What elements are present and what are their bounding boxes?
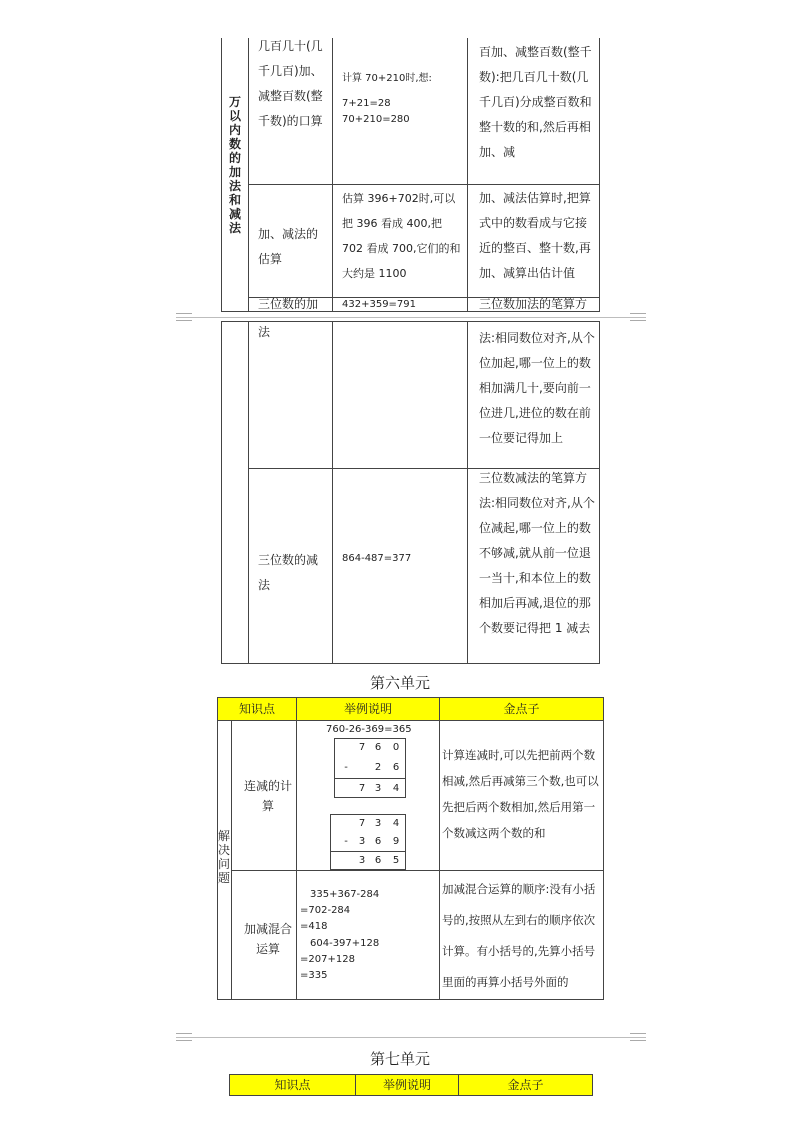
digit: 7 — [358, 742, 366, 753]
tip-mixed-ops: 加减混合运算的顺序:没有小括号的,按照从左到右的顺序依次计算。有小括号的,先算小括号里面的再算小括号外面的 — [442, 882, 596, 989]
tip-mental-calc: 百加、减整百数(整千数):把几百几十数(几千几百)分成整百数和整十数的和,然后再相加、减 — [479, 45, 592, 159]
header-example: 举例说明 — [296, 697, 440, 721]
header-knowledge: 知识点 — [217, 697, 297, 721]
equation: 760-26-369=365 — [326, 724, 412, 735]
digit: - — [344, 762, 348, 773]
digit: 6 — [374, 855, 382, 866]
topic-estimation: 加、减法的估算 — [258, 227, 319, 266]
digit: 3 — [374, 818, 382, 829]
calc-line: =418 — [300, 921, 328, 932]
topic-mixed-ops: 加减混合运算 — [243, 922, 292, 956]
digit: 2 — [374, 762, 382, 773]
digit: 3 — [358, 855, 366, 866]
unit6-title: 第六单元 — [369, 674, 430, 692]
unit7-title: 第七单元 — [369, 1050, 430, 1068]
example-estimation: 估算 396+702时,可以把 396 看成 400,把 702 看成 700,它们的和大约是 1100 — [342, 192, 461, 280]
category-label: 解决问题 — [217, 829, 230, 885]
tip-3digit-add-cont: 法:相同数位对齐,从个位加起,哪一位上的数相加满几十,要向前一位进几,进位的数在前一位要记得加上 — [479, 331, 595, 445]
digit: 6 — [392, 762, 400, 773]
topic-mental-calc: 几百几十(几千几百)加、减整百数(整千数)的口算 — [258, 39, 323, 128]
digit: 4 — [392, 818, 400, 829]
calc-line: =207+128 — [300, 954, 355, 965]
calc-line: =335 — [300, 970, 328, 981]
topic-3digit-sub: 三位数的减法 — [258, 553, 319, 592]
example-3digit-sub: 864-487=377 — [342, 553, 412, 564]
example-3digit-add: 432+359=791 — [342, 299, 417, 310]
tip-3digit-sub: 三位数减法的笔算方法:相同数位对齐,从个位减起,哪一位上的数不够减,就从前一位退一当十,和本位上的数相加后再减,退位的那个数要记得把 1 减去 — [479, 471, 595, 635]
calc-line: =702-284 — [300, 905, 351, 916]
calc-line: 335+367-284 — [310, 889, 380, 900]
header-knowledge: 知识点 — [229, 1074, 356, 1096]
digit: 4 — [392, 783, 400, 794]
header-example: 举例说明 — [355, 1074, 459, 1096]
digit: 7 — [358, 818, 366, 829]
topic-3digit-add-cont: 法 — [258, 325, 271, 339]
digit: 3 — [358, 836, 366, 847]
category-label: 万以内数的加法和减法 — [228, 95, 241, 235]
digit: 6 — [374, 742, 382, 753]
digit: - — [344, 836, 348, 847]
header-tip: 金点子 — [439, 697, 604, 721]
digit: 0 — [392, 742, 400, 753]
calc-line: 604-397+128 — [310, 938, 380, 949]
tip-consecutive-sub: 计算连减时,可以先把前两个数相减,然后再减第三个数,也可以先把后两个数相加,然后用第一个数减这两个数的和 — [442, 748, 599, 840]
digit: 3 — [374, 783, 382, 794]
digit: 5 — [392, 855, 400, 866]
digit: 7 — [358, 783, 366, 794]
example-line: 7+21=28 — [342, 98, 391, 109]
example-mental-calc: 计算 70+210时,想: — [342, 73, 432, 84]
digit: 6 — [374, 836, 382, 847]
topic-3digit-add: 三位数的加 — [258, 297, 319, 311]
digit: 9 — [392, 836, 400, 847]
tip-estimation: 加、减法估算时,把算式中的数看成与它接近的整百、整十数,再加、减算出估计值 — [479, 191, 591, 280]
tip-3digit-add: 三位数加法的笔算方 — [479, 297, 588, 311]
example-line: 70+210=280 — [342, 114, 410, 125]
topic-consecutive-sub: 连减的计算 — [243, 779, 292, 813]
header-tip: 金点子 — [458, 1074, 593, 1096]
